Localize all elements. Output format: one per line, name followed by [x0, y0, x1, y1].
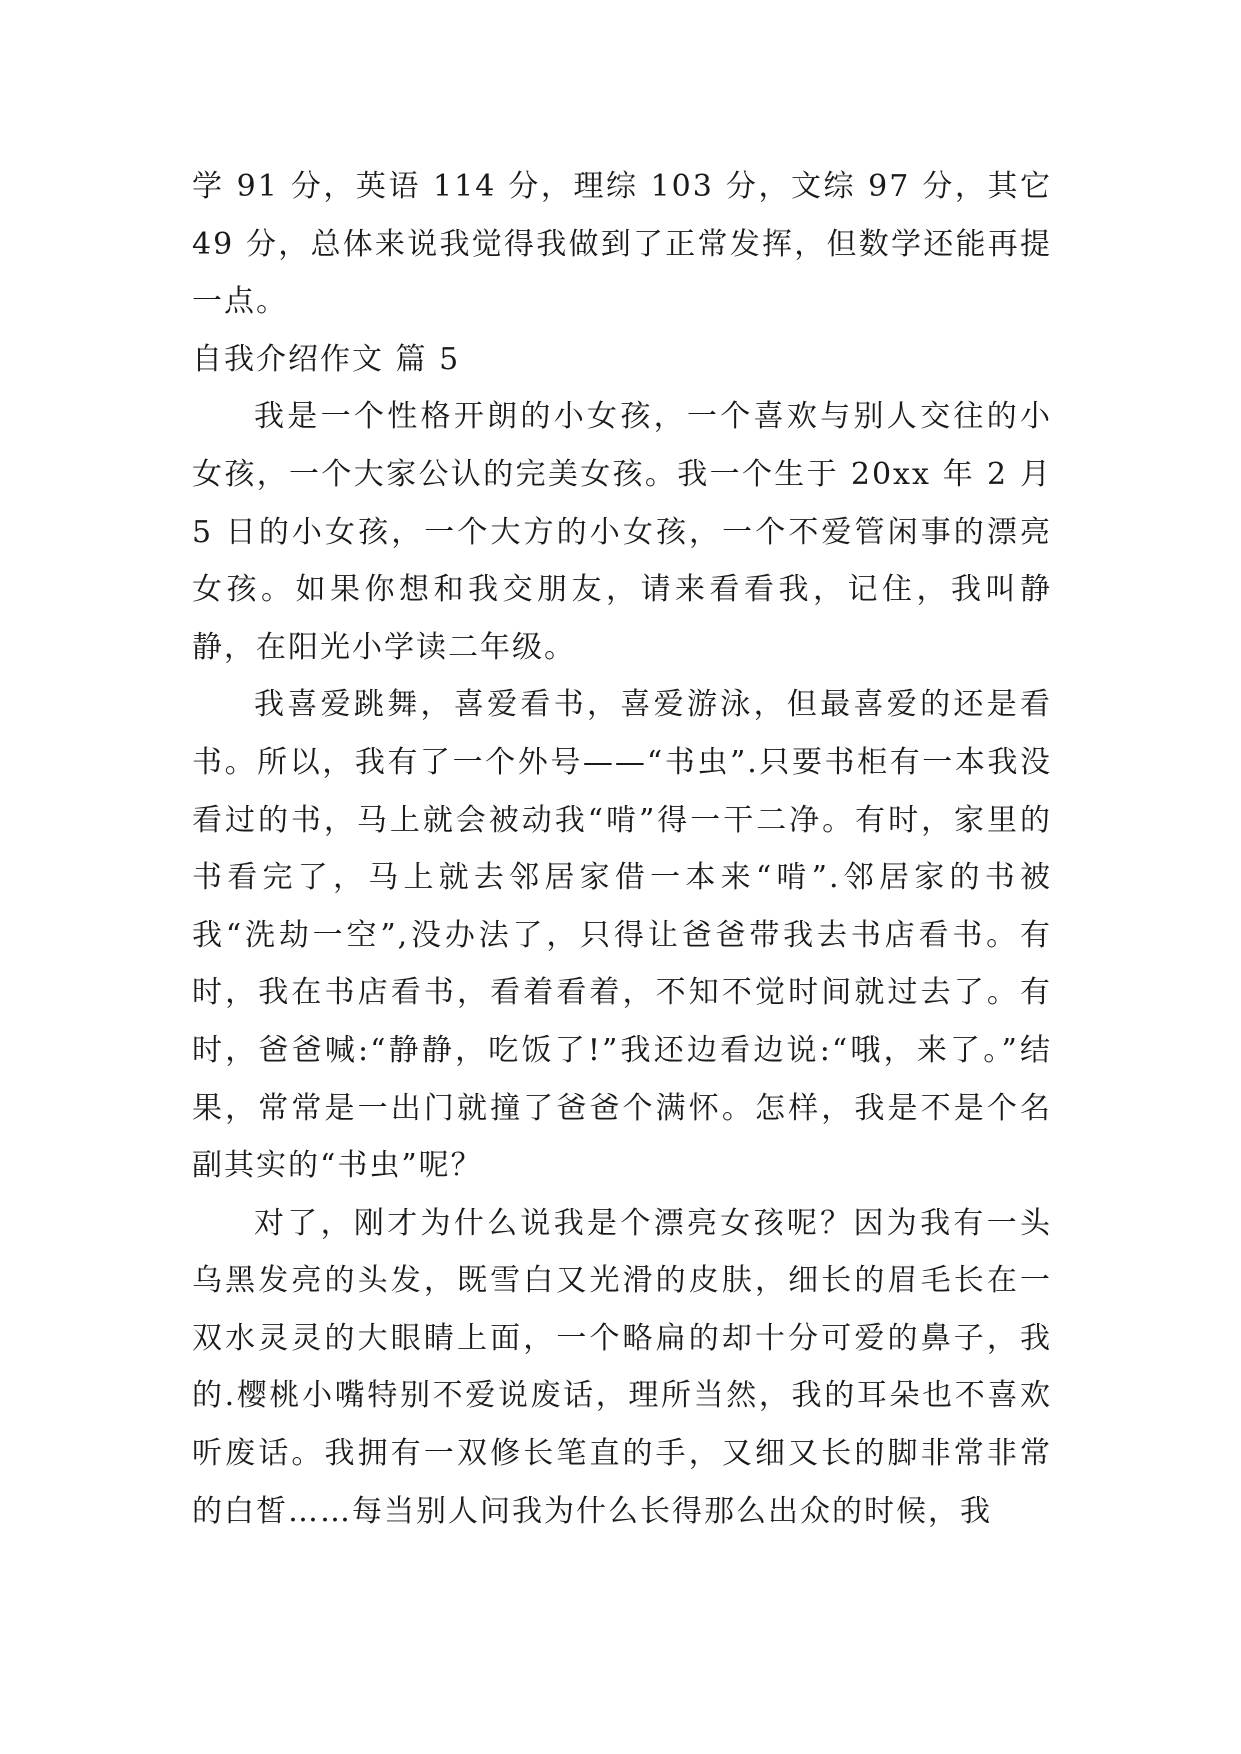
document-body: [192, 158, 1052, 1540]
paragraph-intro: 我是一个性格开朗的小女孩，一个喜欢与别人交往的小女孩，一个大家公认的完美女孩。我一个生于 20xx 年 2 月 5 日的小女孩，一个大方的小女孩，一个不爱管闲事的漂亮女孩。如果你想和我交朋友，请来看看我，记住，我叫静静，在阳光小学读二年级。: [192, 399, 1052, 665]
section-heading: 自我介绍作文 篇 5: [192, 341, 461, 377]
paragraph-continuation: 学 91 分，英语 114 分，理综 103 分，文综 97 分，其它 49 分，总体来说我觉得我做到了正常发挥，但数学还能再提一点。: [192, 169, 1052, 320]
paragraph-hobbies: 我喜爱跳舞，喜爱看书，喜爱游泳，但最喜爱的还是看书。所以，我有了一个外号——“书虫”.只要书柜有一本我没看过的书，马上就会被动我“啃”得一干二净。有时，家里的书看完了，马上就去邻居家借一本来“啃”.邻居家的书被我“洗劫一空”,没办法了，只得让爸爸带我去书店看书。有时，我在书店看书，看着看着，不知不觉时间就过去了。有时，爸爸喊:“静静，吃饭了!”我还边看边说:“哦，来了。”结果，常常是一出门就撞了爸爸个满怀。怎样，我是不是个名副其实的“书虫”呢？: [192, 687, 1052, 1184]
paragraph-appearance: 对了，刚才为什么说我是个漂亮女孩呢？因为我有一头乌黑发亮的头发，既雪白又光滑的皮肤，细长的眉毛长在一双水灵灵的大眼睛上面，一个略扁的却十分可爱的鼻子，我的.樱桃小嘴特别不爱说废话，理所当然，我的耳朵也不喜欢听废话。我拥有一双修长笔直的手，又细又长的脚非常非常的白皙……每当别人问我为什么长得那么出众的时候，我: [192, 1205, 1052, 1529]
